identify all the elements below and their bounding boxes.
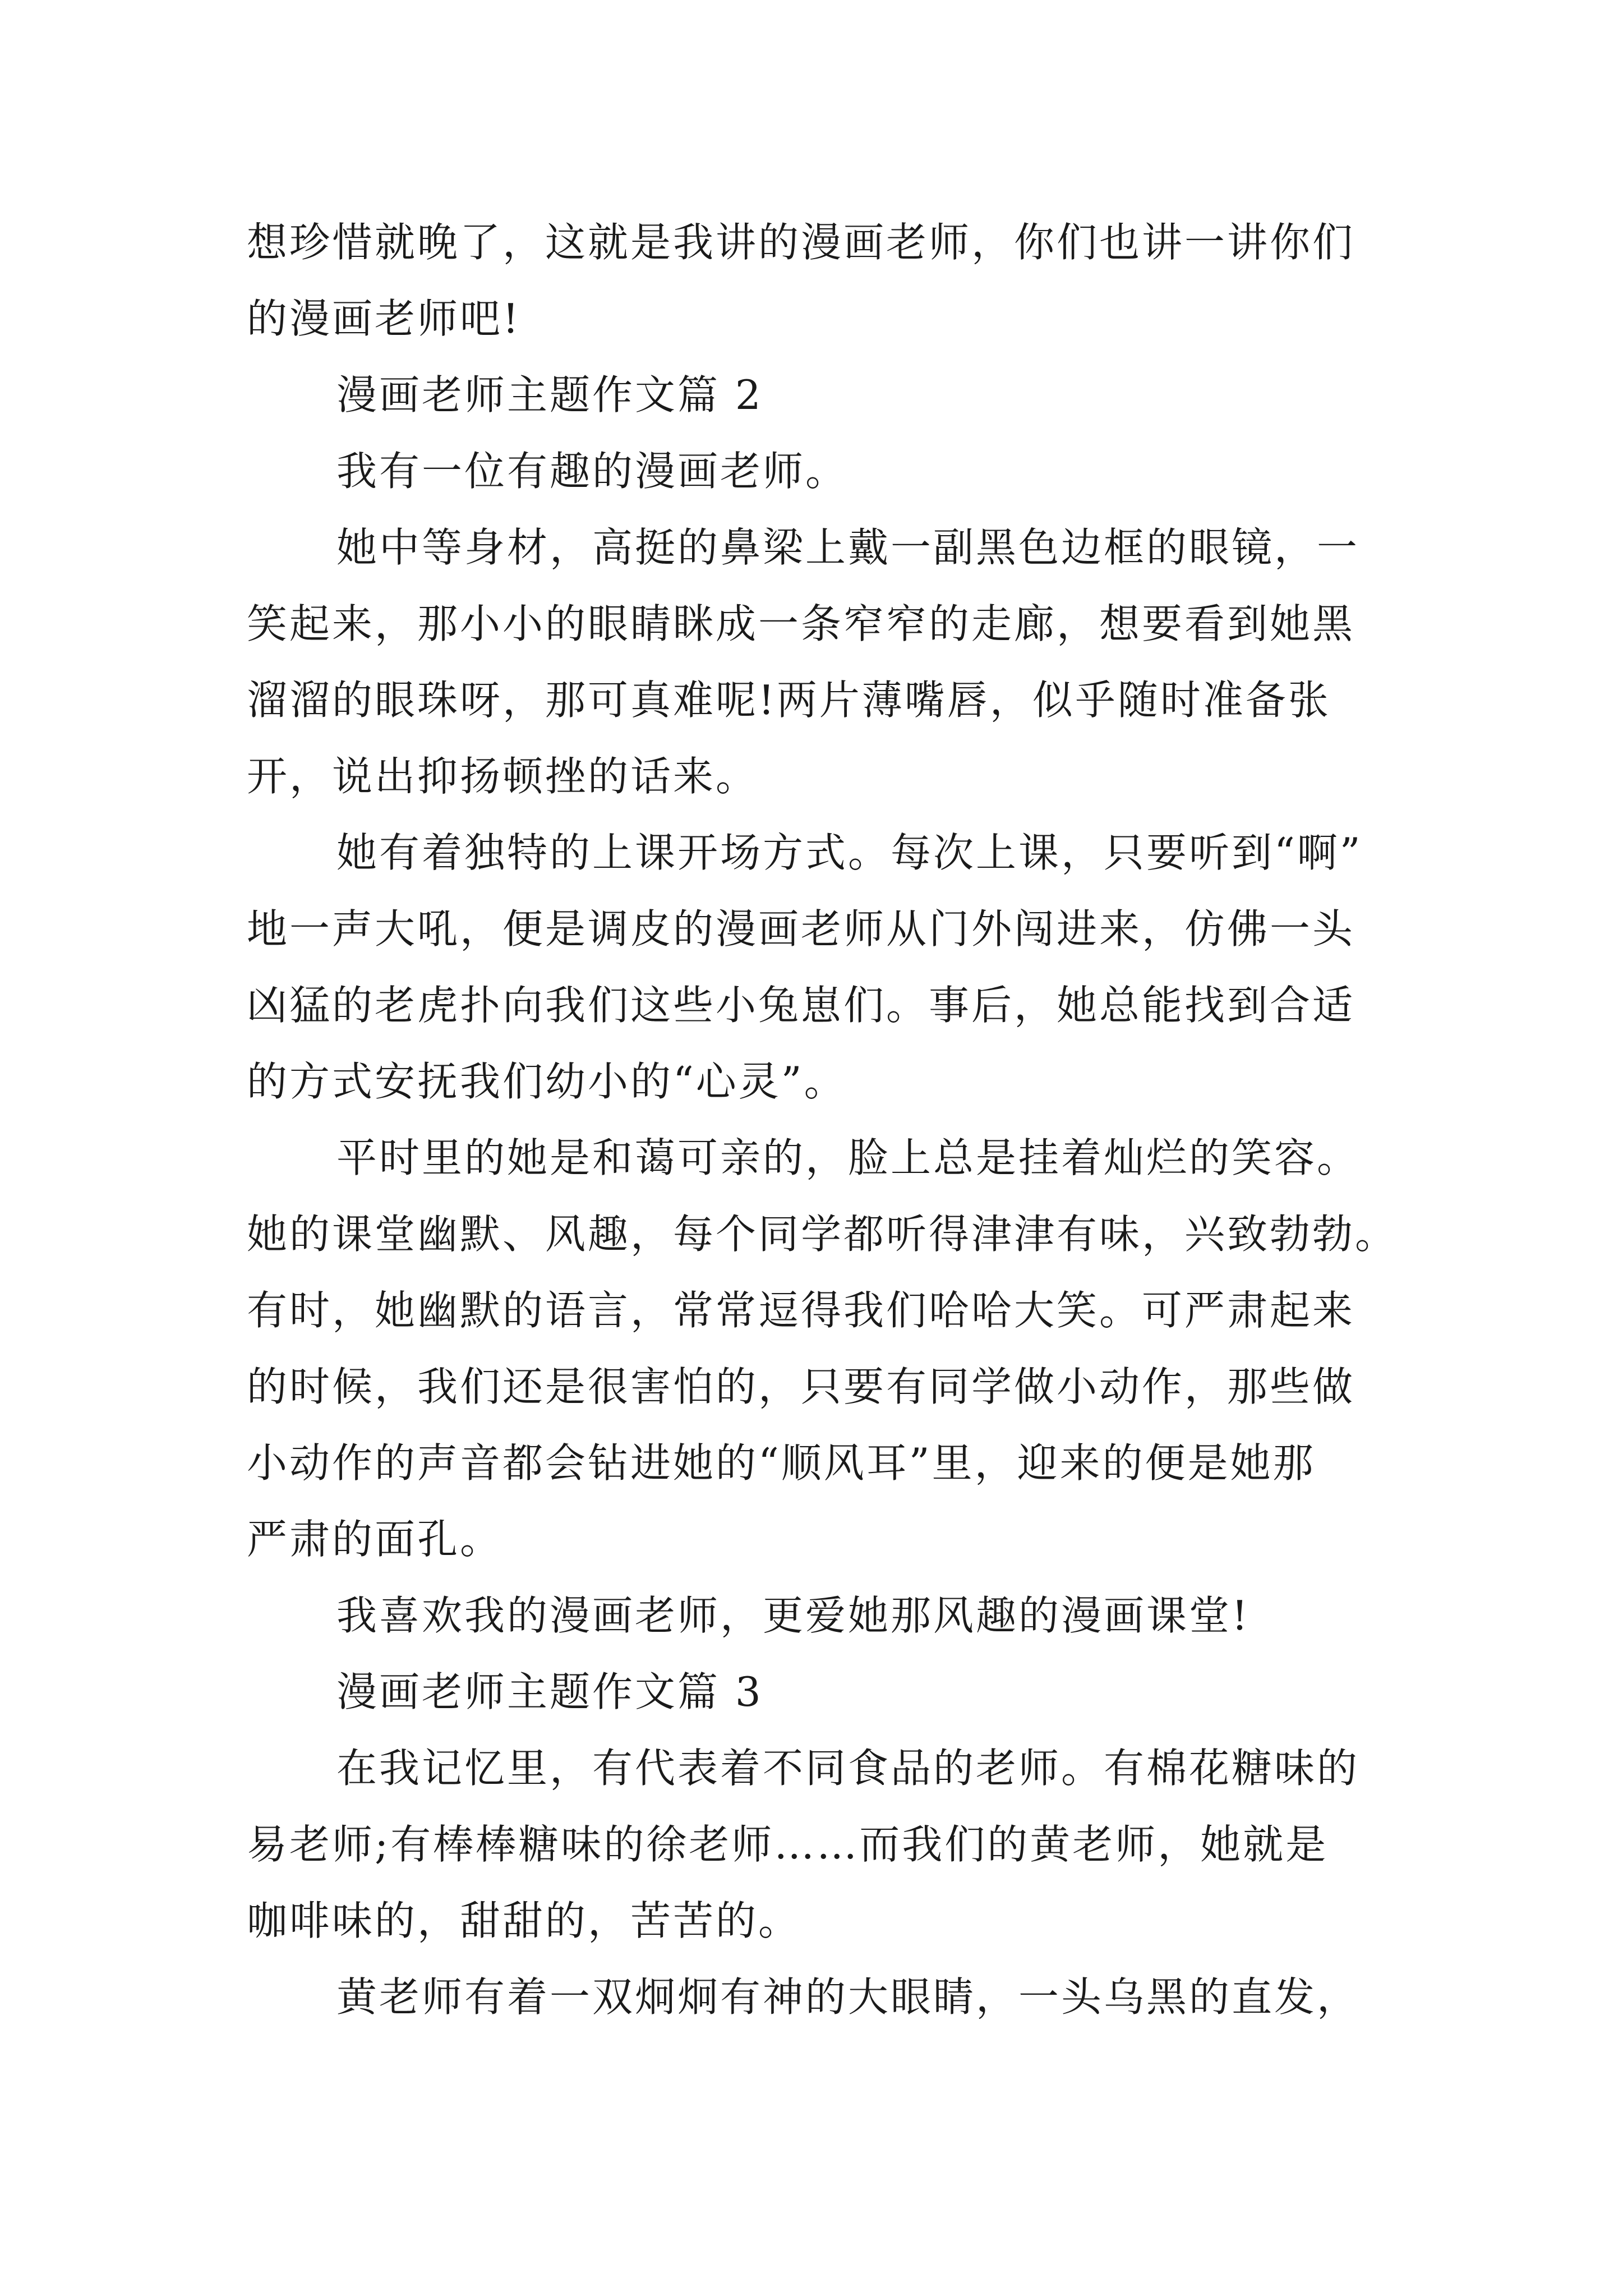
text-line: 我喜欢我的漫画老师，更爱她那风趣的漫画课堂! [336, 1592, 1250, 1639]
text-line: 的方式安抚我们幼小的“心灵”。 [247, 1058, 847, 1105]
text-line: 凶猛的老虎扑向我们这些小兔崽们。事后，她总能找到合适 [247, 982, 1355, 1029]
text-line: 笑起来，那小小的眼睛眯成一条窄窄的走廊，想要看到她黑 [247, 600, 1355, 647]
text-line: 她有着独特的上课开场方式。每次上课，只要听到“啊” [336, 829, 1363, 876]
text-line: 地一声大吼，便是调皮的漫画老师从门外闯进来，仿佛一头 [247, 905, 1355, 953]
text-line: 严肃的面孔。 [247, 1516, 503, 1563]
text-line: 有时，她幽默的语言，常常逗得我们哈哈大笑。可严肃起来 [247, 1287, 1355, 1334]
text-line: 开，说出抑扬顿挫的话来。 [247, 753, 759, 800]
text-line: 咖啡味的，甜甜的，苦苦的。 [247, 1897, 801, 1944]
text-line: 溜溜的眼珠呀，那可真难呢!两片薄嘴唇，似乎随时准备张 [247, 677, 1331, 724]
document-body [247, 204, 1398, 2035]
text-line: 的漫画老师吧! [247, 295, 521, 342]
section-heading-3: 漫画老师主题作文篇 3 [336, 1668, 763, 1715]
text-line: 小动作的声音都会钻进她的“顺风耳”里，迎来的便是她那 [247, 1439, 1316, 1487]
text-line: 她的课堂幽默、风趣，每个同学都听得津津有味，兴致勃勃。 [247, 1211, 1398, 1258]
section-heading-2: 漫画老师主题作文篇 2 [336, 371, 763, 418]
text-line: 黄老师有着一双炯炯有神的大眼睛，一头乌黑的直发， [336, 1973, 1360, 2021]
text-line: 平时里的她是和蔼可亲的，脸上总是挂着灿烂的笑容。 [336, 1134, 1360, 1181]
text-line: 在我记忆里，有代表着不同食品的老师。有棉花糖味的 [336, 1745, 1360, 1792]
text-line: 易老师;有棒棒糖味的徐老师……而我们的黄老师，她就是 [247, 1821, 1329, 1868]
text-line: 想珍惜就晚了，这就是我讲的漫画老师，你们也讲一讲你们 [247, 219, 1355, 266]
text-line: 我有一位有趣的漫画老师。 [336, 448, 849, 495]
text-line: 她中等身材，高挺的鼻梁上戴一副黑色边框的眼镜，一 [336, 524, 1360, 571]
text-line: 的时候，我们还是很害怕的，只要有同学做小动作，那些做 [247, 1363, 1355, 1410]
